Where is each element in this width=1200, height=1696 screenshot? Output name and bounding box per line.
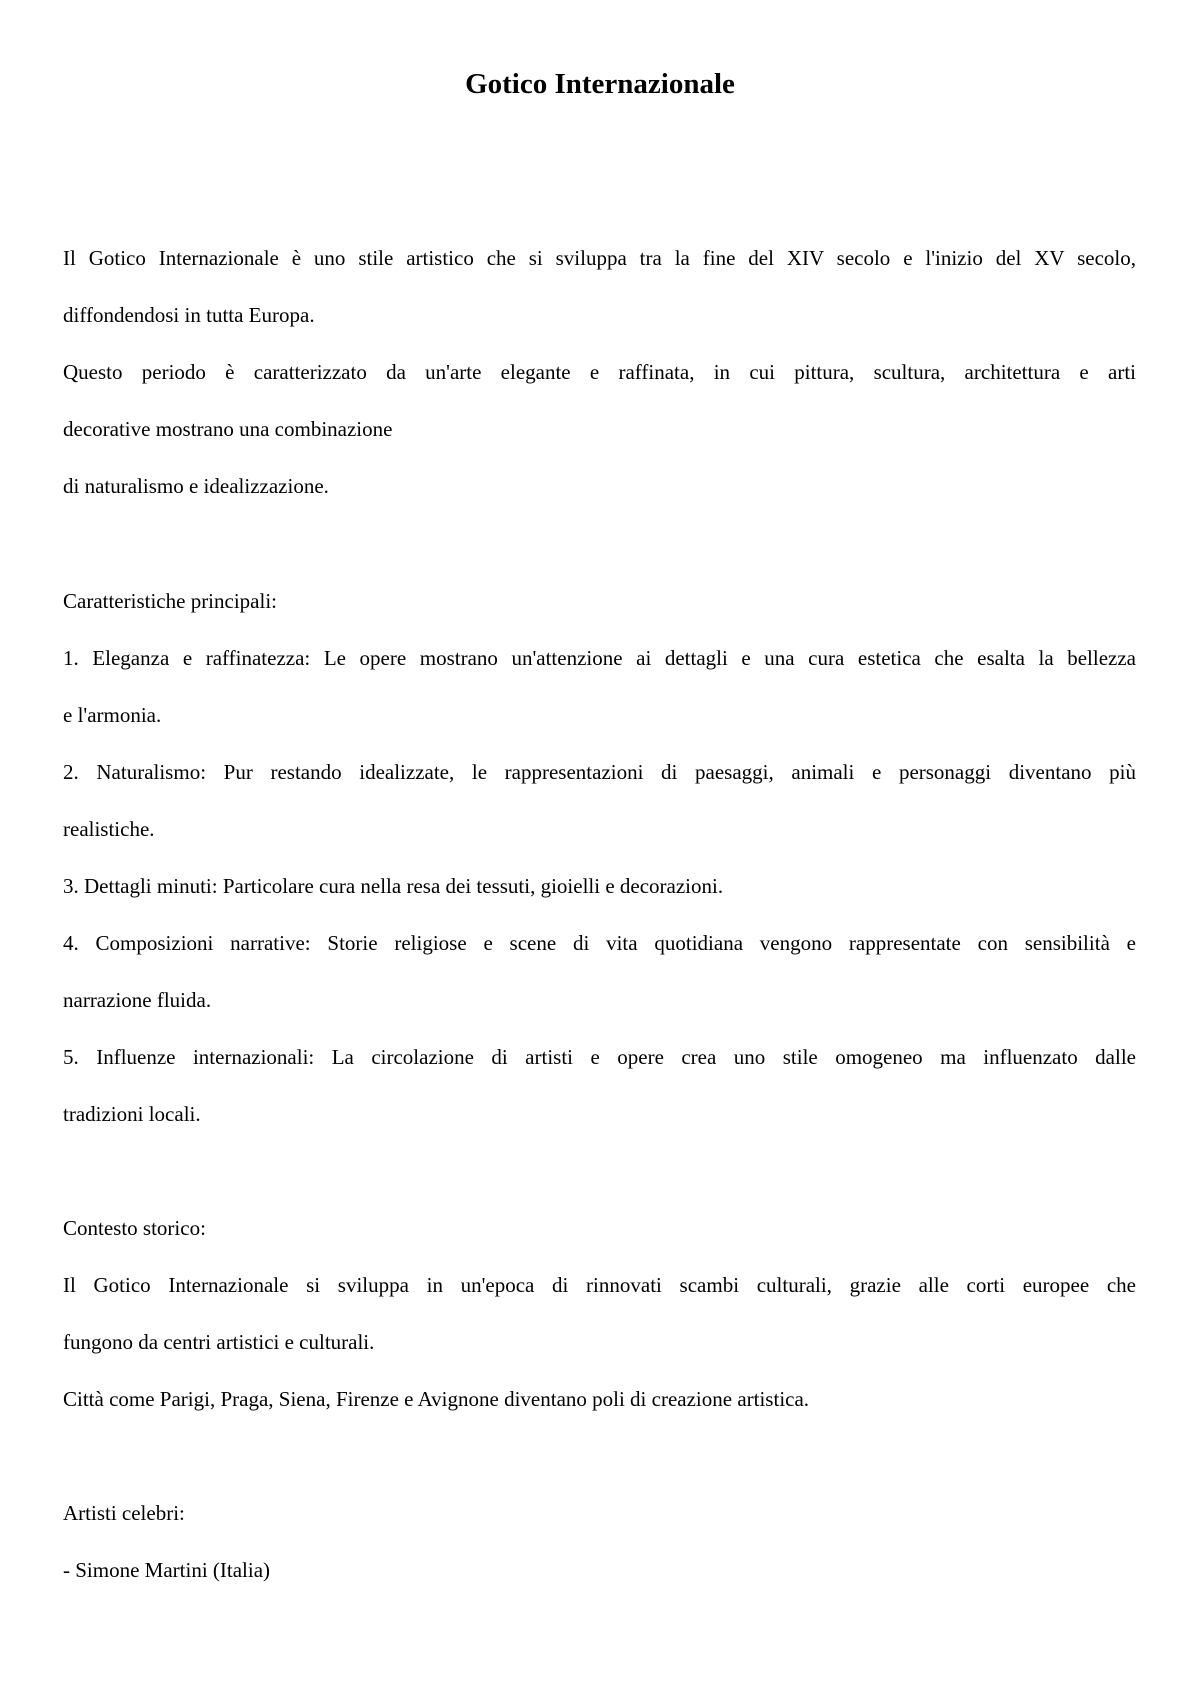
artist-item-1: - Simone Martini (Italia) (63, 1558, 271, 1582)
feature-4-line-2: narrazione fluida. (63, 988, 212, 1012)
feature-5-line-1: 5. Influenze internazionali: La circolazione di artisti e opere crea uno stile omogeneo ma influenzato dalle (63, 1045, 1136, 1069)
intro-line-3: Questo periodo è caratterizzato da un'arte elegante e raffinata, in cui pittura, scultura, architettura e arti (63, 360, 1136, 384)
document-title: Gotico Internazionale (465, 68, 735, 100)
features-heading: Caratteristiche principali: (63, 589, 277, 613)
artists-heading: Artisti celebri: (63, 1501, 185, 1525)
intro-line-2: diffondendosi in tutta Europa. (63, 303, 315, 327)
feature-3-line-1: 3. Dettagli minuti: Particolare cura nella resa dei tessuti, gioielli e decorazioni. (63, 874, 724, 898)
intro-line-1: Il Gotico Internazionale è uno stile artistico che si sviluppa tra la fine del XIV secolo e l'inizio del XV secolo, (63, 246, 1136, 270)
intro-line-4: decorative mostrano una combinazione (63, 417, 393, 441)
context-line-2: fungono da centri artistici e culturali. (63, 1330, 375, 1354)
intro-line-5: di naturalismo e idealizzazione. (63, 474, 329, 498)
feature-2-line-1: 2. Naturalismo: Pur restando idealizzate, le rappresentazioni di paesaggi, animali e personaggi diventano più (63, 760, 1136, 784)
feature-5-line-2: tradizioni locali. (63, 1102, 201, 1126)
feature-2-line-2: realistiche. (63, 817, 155, 841)
feature-1-line-2: e l'armonia. (63, 703, 162, 727)
context-heading: Contesto storico: (63, 1216, 206, 1240)
feature-4-line-1: 4. Composizioni narrative: Storie religiose e scene di vita quotidiana vengono rappresentate con sensibilità e (63, 931, 1136, 955)
feature-1-line-1: 1. Eleganza e raffinatezza: Le opere mostrano un'attenzione ai dettagli e una cura estetica che esalta la bellezza (63, 646, 1136, 670)
context-line-3: Città come Parigi, Praga, Siena, Firenze e Avignone diventano poli di creazione artistica. (63, 1387, 810, 1411)
context-line-1: Il Gotico Internazionale si sviluppa in un'epoca di rinnovati scambi culturali, grazie alle corti europee che (63, 1273, 1136, 1297)
